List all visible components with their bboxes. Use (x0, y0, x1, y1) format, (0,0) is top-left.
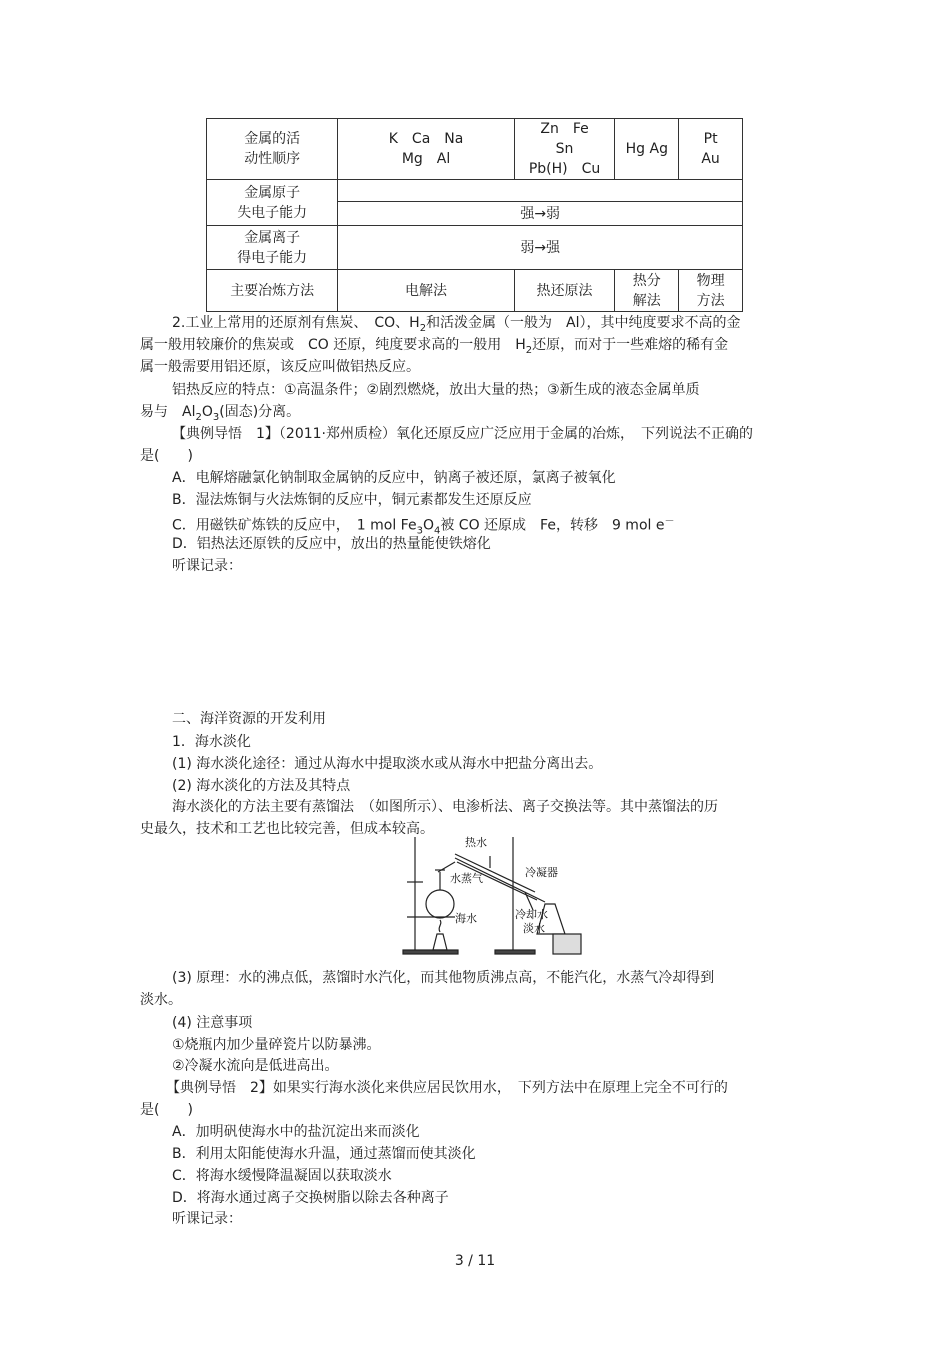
example-2-option-c: C．将海水缓慢降温凝固以获取淡水 (172, 1168, 392, 1184)
precaution-item: ②冷凝水流向是低进高出。 (172, 1058, 339, 1074)
row-header: 主要冶炼方法 (207, 270, 338, 312)
table-cell: 强→弱 (338, 202, 743, 226)
principle-text: 淡水。 (140, 992, 182, 1008)
precautions-heading: (4) 注意事项 (172, 1015, 253, 1031)
example-2-question: 是( ) (140, 1102, 193, 1118)
subsection-heading: 1．海水淡化 (172, 734, 251, 750)
table-row (207, 119, 743, 180)
desalination-route: (1) 海水淡化途径：通过从海水中提取淡水或从海水中把盐分离出去。 (172, 756, 603, 772)
example-2-option-d: D．将海水通过离子交换树脂以除去各种离子 (172, 1190, 449, 1206)
example-1-option-b: B．湿法炼铜与火法炼铜的反应中，铜元素都发生还原反应 (172, 492, 532, 508)
label-steam: 水蒸气 (450, 872, 483, 885)
example-1-option-a: A．电解熔融氯化钠制取金属钠的反应中，钠离子被还原，氯离子被氧化 (172, 470, 616, 486)
label-hot-water: 热水 (465, 836, 487, 849)
block-support (553, 934, 581, 954)
reductant-paragraph-line: 属一般用较廉价的焦炭或 CO 还原，纯度要求高的一般用 $H_2$还原，而对于一些难熔的稀有金 (140, 337, 729, 356)
label-condenser: 冷凝器 (525, 866, 558, 879)
table-row (207, 226, 743, 270)
example-2-question: 【典例导悟 2】如果实行海水淡化来供应居民饮用水， 下列方法中在原理上完全不可行的 (166, 1080, 728, 1096)
row-header: 金属离子 得电子能力 (207, 226, 338, 270)
example-1-question: 是( ) (140, 448, 193, 464)
label-fresh-water: 淡水 (523, 922, 545, 935)
flame (439, 920, 441, 932)
distillation-apparatus-diagram (395, 832, 590, 962)
row-header: 金属原子 失电子能力 (207, 180, 338, 226)
table-row (207, 270, 743, 312)
table-cell: 弱→强 (338, 226, 743, 270)
table-cell: K Ca Na Mg Al (338, 119, 514, 180)
table-cell: Zn Fe Sn Pb(H) Cu (514, 119, 615, 180)
example-2-option-b: B．利用太阳能使海水升温，通过蒸馏而使其淡化 (172, 1146, 476, 1162)
thermite-features-line: 铝热反应的特点：①高温条件；②剧烈燃烧，放出大量的热；③新生成的液态金属单质 (172, 382, 700, 398)
alcohol-lamp (433, 934, 447, 950)
precaution-item: ①烧瓶内加少量碎瓷片以防暴沸。 (172, 1037, 381, 1053)
example-1-option-d: D．铝热法还原铁的反应中，放出的热量能使铁熔化 (172, 536, 491, 552)
label-cooling-water: 冷却水 (515, 908, 548, 921)
left-stand-base (403, 950, 458, 954)
table-cell: 电解法 (338, 270, 514, 312)
flask (426, 890, 454, 918)
principle-text: (3) 原理：水的沸点低，蒸馏时水汽化，而其他物质沸点高，不能汽化，水蒸气冷却得到 (172, 970, 715, 986)
table-cell: Hg Ag (615, 119, 679, 180)
desalination-methods-text: 海水淡化的方法主要有蒸馏法 （如图所示）、电渗析法、离子交换法等。其中蒸馏法的历 (172, 799, 718, 815)
reductant-paragraph-line: 2.工业上常用的还原剂有焦炭、 CO、$H_2$和活泼金属（一般为 Al），其中纯度要求不高的金 (172, 315, 741, 334)
row-header: 金属的活 动性顺序 (207, 119, 338, 180)
table-cell: 物理 方法 (679, 270, 743, 312)
page-number: 3 / 11 (454, 1253, 496, 1269)
example-1-option-c: C．用磁铁矿炼铁的反应中， 1 mol $Fe_3O_4$被 CO 还原成 Fe，转移 9 mol e－ (172, 516, 675, 537)
metal-activity-table (206, 118, 743, 312)
table-cell: 热还原法 (514, 270, 615, 312)
table-cell: Pt Au (679, 119, 743, 180)
table-cell: 热分 解法 (615, 270, 679, 312)
table-cell-empty (338, 180, 743, 202)
example-2-notes-label: 听课记录： (172, 1211, 242, 1227)
desalination-methods-heading: (2) 海水淡化的方法及其特点 (172, 778, 351, 794)
right-stand-base (495, 950, 535, 954)
label-seawater: 海水 (455, 912, 477, 925)
desalination-methods-text: 史最久，技术和工艺也比较完善，但成本较高。 (140, 821, 434, 837)
reductant-paragraph-line: 属一般需要用铝还原，该反应叫做铝热反应。 (140, 359, 420, 375)
example-2-option-a: A．加明矾使海水中的盐沉淀出来而淡化 (172, 1124, 420, 1140)
section-heading: 二、海洋资源的开发利用 (172, 711, 326, 727)
thermite-features-line: 易与 $Al_2O_3$(固态)分离。 (140, 404, 301, 423)
example-1-question: 【典例导悟 1】（2011·郑州质检）氧化还原反应广泛应用于金属的冶炼， 下列说法不正确的 (172, 426, 753, 442)
example-1-notes-label: 听课记录： (172, 558, 242, 574)
table-row (207, 180, 743, 202)
